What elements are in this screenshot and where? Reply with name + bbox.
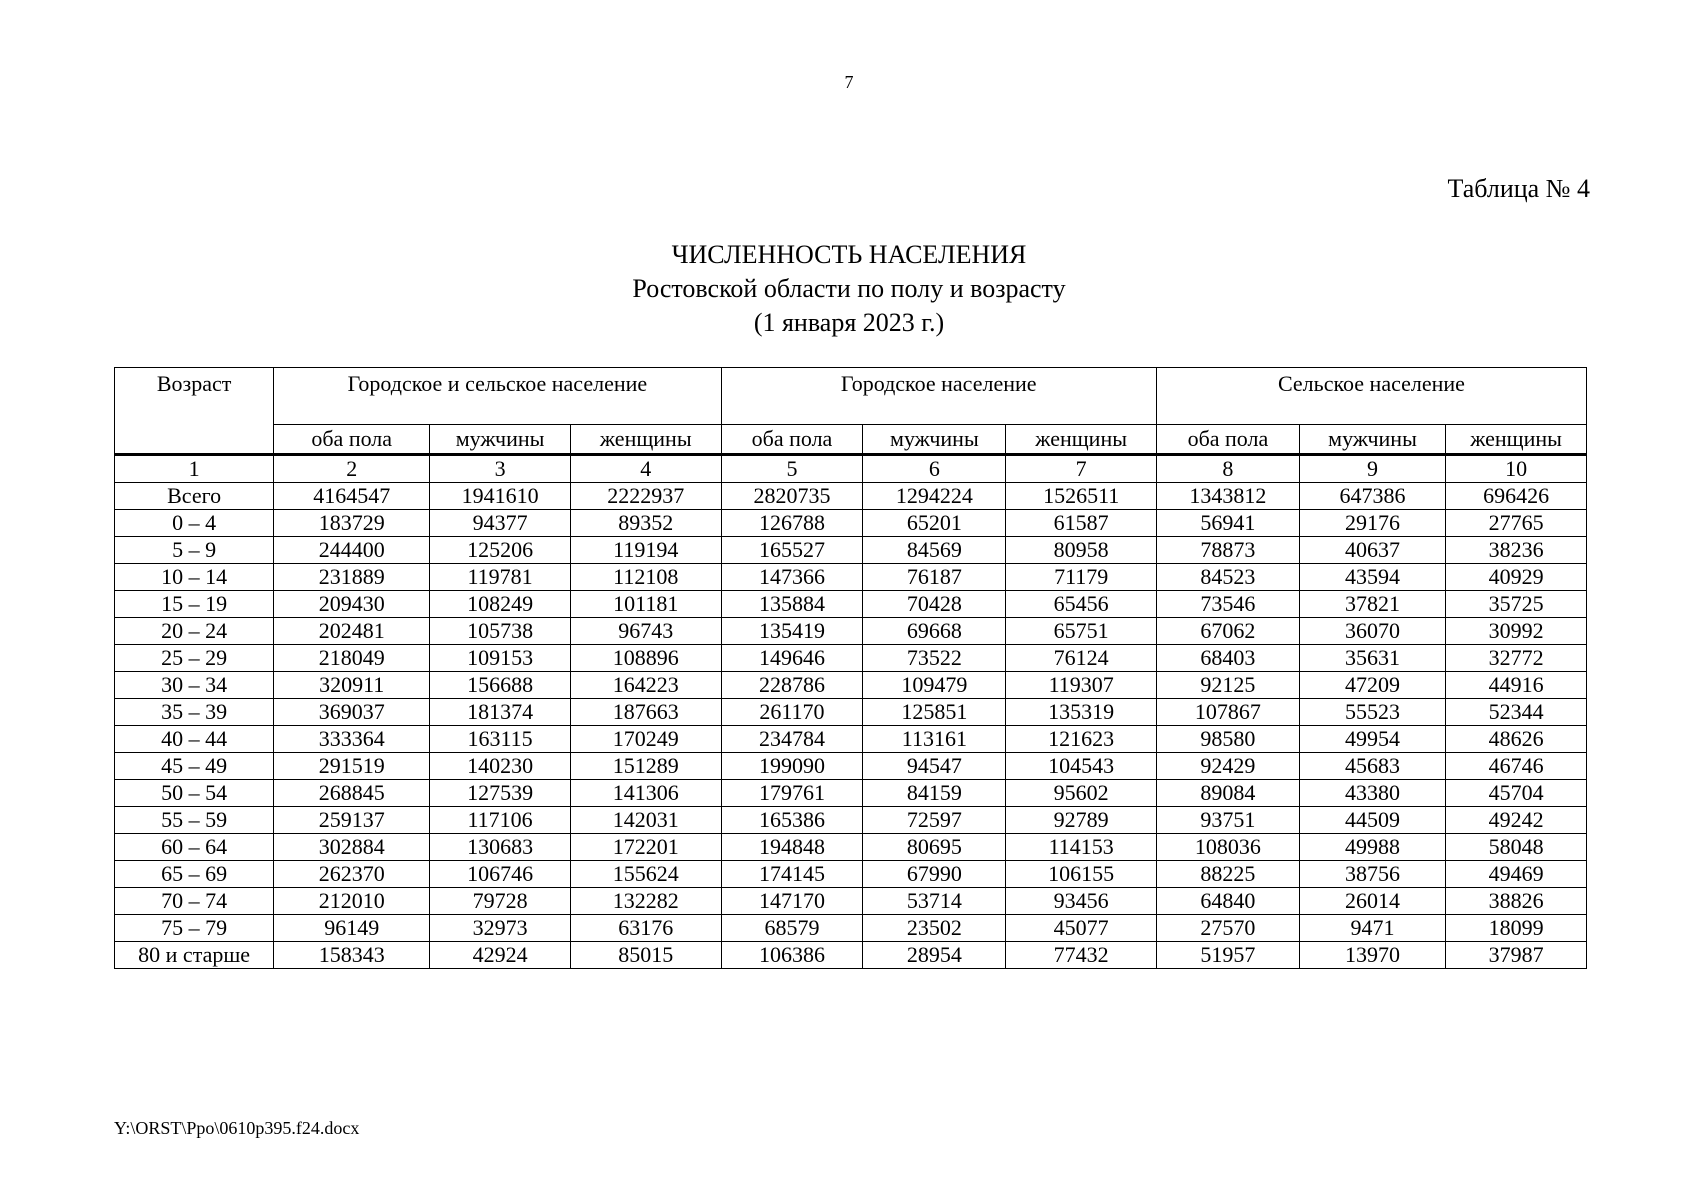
age-group-cell: 40 – 44 — [115, 726, 274, 753]
age-group-cell: 0 – 4 — [115, 510, 274, 537]
value-cell: 51957 — [1156, 942, 1299, 969]
value-cell: 117106 — [430, 807, 571, 834]
value-cell: 48626 — [1446, 726, 1587, 753]
subheader: мужчины — [430, 425, 571, 455]
value-cell: 52344 — [1446, 699, 1587, 726]
table-row — [115, 834, 1587, 861]
value-cell: 27765 — [1446, 510, 1587, 537]
footer-file-path: Y:\ORST\Ppo\0610p395.f24.docx — [114, 1118, 360, 1138]
table-row — [115, 888, 1587, 915]
value-cell: 1343812 — [1156, 483, 1299, 510]
table-row — [115, 699, 1587, 726]
value-cell: 125206 — [430, 537, 571, 564]
value-cell: 43380 — [1299, 780, 1445, 807]
value-cell: 155624 — [570, 861, 721, 888]
value-cell: 2222937 — [570, 483, 721, 510]
value-cell: 45077 — [1006, 915, 1157, 942]
value-cell: 164223 — [570, 672, 721, 699]
column-number-row — [115, 455, 1587, 483]
value-cell: 130683 — [430, 834, 571, 861]
table-row — [115, 537, 1587, 564]
value-cell: 141306 — [570, 780, 721, 807]
value-cell: 228786 — [721, 672, 863, 699]
value-cell: 89352 — [570, 510, 721, 537]
group-header-urban: Городское население — [721, 368, 1156, 425]
age-group-cell: 25 – 29 — [115, 645, 274, 672]
value-cell: 165386 — [721, 807, 863, 834]
value-cell: 64840 — [1156, 888, 1299, 915]
value-cell: 333364 — [274, 726, 430, 753]
value-cell: 181374 — [430, 699, 571, 726]
value-cell: 696426 — [1446, 483, 1587, 510]
title-line-3: (1 января 2023 г.) — [753, 308, 945, 337]
age-group-cell: 55 – 59 — [115, 807, 274, 834]
document-title — [0, 238, 1698, 340]
value-cell: 95602 — [1006, 780, 1157, 807]
value-cell: 58048 — [1446, 834, 1587, 861]
value-cell: 94377 — [430, 510, 571, 537]
value-cell: 1294224 — [863, 483, 1006, 510]
value-cell: 107867 — [1156, 699, 1299, 726]
value-cell: 32973 — [430, 915, 571, 942]
value-cell: 65456 — [1006, 591, 1157, 618]
table-row — [115, 780, 1587, 807]
value-cell: 76124 — [1006, 645, 1157, 672]
value-cell: 71179 — [1006, 564, 1157, 591]
value-cell: 96743 — [570, 618, 721, 645]
age-group-cell: 70 – 74 — [115, 888, 274, 915]
value-cell: 61587 — [1006, 510, 1157, 537]
value-cell: 179761 — [721, 780, 863, 807]
value-cell: 108896 — [570, 645, 721, 672]
value-cell: 35631 — [1299, 645, 1445, 672]
value-cell: 234784 — [721, 726, 863, 753]
value-cell: 77432 — [1006, 942, 1157, 969]
column-number: 6 — [863, 455, 1006, 483]
value-cell: 49469 — [1446, 861, 1587, 888]
age-group-cell: 45 – 49 — [115, 753, 274, 780]
value-cell: 49954 — [1299, 726, 1445, 753]
group-header-rural: Сельское население — [1156, 368, 1586, 425]
value-cell: 109479 — [863, 672, 1006, 699]
subheader: женщины — [1446, 425, 1587, 455]
value-cell: 119194 — [570, 537, 721, 564]
value-cell: 199090 — [721, 753, 863, 780]
subheader: оба пола — [721, 425, 863, 455]
value-cell: 127539 — [430, 780, 571, 807]
value-cell: 38756 — [1299, 861, 1445, 888]
value-cell: 44509 — [1299, 807, 1445, 834]
value-cell: 135884 — [721, 591, 863, 618]
value-cell: 163115 — [430, 726, 571, 753]
value-cell: 112108 — [570, 564, 721, 591]
value-cell: 93456 — [1006, 888, 1157, 915]
age-group-cell: 60 – 64 — [115, 834, 274, 861]
value-cell: 92429 — [1156, 753, 1299, 780]
value-cell: 23502 — [863, 915, 1006, 942]
value-cell: 140230 — [430, 753, 571, 780]
value-cell: 55523 — [1299, 699, 1445, 726]
age-column-header: Возраст — [115, 368, 274, 455]
age-group-cell: 5 – 9 — [115, 537, 274, 564]
value-cell: 244400 — [274, 537, 430, 564]
value-cell: 4164547 — [274, 483, 430, 510]
header-row-subheaders — [115, 425, 1587, 455]
value-cell: 26014 — [1299, 888, 1445, 915]
value-cell: 147366 — [721, 564, 863, 591]
value-cell: 158343 — [274, 942, 430, 969]
age-group-cell: Всего — [115, 483, 274, 510]
age-group-cell: 30 – 34 — [115, 672, 274, 699]
value-cell: 149646 — [721, 645, 863, 672]
age-group-cell: 75 – 79 — [115, 915, 274, 942]
value-cell: 126788 — [721, 510, 863, 537]
value-cell: 92789 — [1006, 807, 1157, 834]
value-cell: 135419 — [721, 618, 863, 645]
table-body — [115, 455, 1587, 969]
value-cell: 56941 — [1156, 510, 1299, 537]
value-cell: 647386 — [1299, 483, 1445, 510]
table-row — [115, 564, 1587, 591]
value-cell: 42924 — [430, 942, 571, 969]
value-cell: 109153 — [430, 645, 571, 672]
table-row — [115, 861, 1587, 888]
subheader: оба пола — [274, 425, 430, 455]
column-number: 1 — [115, 455, 274, 483]
age-group-cell: 65 – 69 — [115, 861, 274, 888]
value-cell: 68579 — [721, 915, 863, 942]
value-cell: 40929 — [1446, 564, 1587, 591]
value-cell: 43594 — [1299, 564, 1445, 591]
column-number: 8 — [1156, 455, 1299, 483]
subheader: оба пола — [1156, 425, 1299, 455]
value-cell: 320911 — [274, 672, 430, 699]
column-number: 7 — [1006, 455, 1157, 483]
value-cell: 261170 — [721, 699, 863, 726]
table-row — [115, 510, 1587, 537]
value-cell: 63176 — [570, 915, 721, 942]
value-cell: 96149 — [274, 915, 430, 942]
value-cell: 36070 — [1299, 618, 1445, 645]
value-cell: 38826 — [1446, 888, 1587, 915]
value-cell: 84569 — [863, 537, 1006, 564]
value-cell: 40637 — [1299, 537, 1445, 564]
value-cell: 9471 — [1299, 915, 1445, 942]
column-number: 10 — [1446, 455, 1587, 483]
value-cell: 1941610 — [430, 483, 571, 510]
value-cell: 84523 — [1156, 564, 1299, 591]
value-cell: 45704 — [1446, 780, 1587, 807]
value-cell: 183729 — [274, 510, 430, 537]
table-row — [115, 915, 1587, 942]
value-cell: 106155 — [1006, 861, 1157, 888]
value-cell: 49242 — [1446, 807, 1587, 834]
column-number: 5 — [721, 455, 863, 483]
page-number: 7 — [844, 72, 854, 92]
value-cell: 44916 — [1446, 672, 1587, 699]
age-group-cell: 15 – 19 — [115, 591, 274, 618]
value-cell: 119307 — [1006, 672, 1157, 699]
value-cell: 18099 — [1446, 915, 1587, 942]
table-row — [115, 753, 1587, 780]
value-cell: 209430 — [274, 591, 430, 618]
value-cell: 30992 — [1446, 618, 1587, 645]
value-cell: 268845 — [274, 780, 430, 807]
age-group-cell: 35 – 39 — [115, 699, 274, 726]
value-cell: 194848 — [721, 834, 863, 861]
value-cell: 121623 — [1006, 726, 1157, 753]
table-row — [115, 618, 1587, 645]
value-cell: 172201 — [570, 834, 721, 861]
value-cell: 135319 — [1006, 699, 1157, 726]
value-cell: 68403 — [1156, 645, 1299, 672]
value-cell: 73546 — [1156, 591, 1299, 618]
table-row — [115, 672, 1587, 699]
value-cell: 93751 — [1156, 807, 1299, 834]
value-cell: 76187 — [863, 564, 1006, 591]
population-table — [114, 367, 1587, 969]
value-cell: 13970 — [1299, 942, 1445, 969]
value-cell: 84159 — [863, 780, 1006, 807]
value-cell: 67062 — [1156, 618, 1299, 645]
value-cell: 101181 — [570, 591, 721, 618]
value-cell: 85015 — [570, 942, 721, 969]
value-cell: 202481 — [274, 618, 430, 645]
subheader: женщины — [570, 425, 721, 455]
subheader: мужчины — [1299, 425, 1445, 455]
value-cell: 27570 — [1156, 915, 1299, 942]
value-cell: 106746 — [430, 861, 571, 888]
value-cell: 2820735 — [721, 483, 863, 510]
value-cell: 113161 — [863, 726, 1006, 753]
value-cell: 38236 — [1446, 537, 1587, 564]
subheader: женщины — [1006, 425, 1157, 455]
value-cell: 125851 — [863, 699, 1006, 726]
value-cell: 45683 — [1299, 753, 1445, 780]
value-cell: 369037 — [274, 699, 430, 726]
value-cell: 147170 — [721, 888, 863, 915]
value-cell: 47209 — [1299, 672, 1445, 699]
subheader: мужчины — [863, 425, 1006, 455]
column-number: 9 — [1299, 455, 1445, 483]
table-row — [115, 807, 1587, 834]
table-row — [115, 483, 1587, 510]
value-cell: 35725 — [1446, 591, 1587, 618]
age-group-cell: 20 – 24 — [115, 618, 274, 645]
value-cell: 98580 — [1156, 726, 1299, 753]
value-cell: 142031 — [570, 807, 721, 834]
value-cell: 174145 — [721, 861, 863, 888]
value-cell: 132282 — [570, 888, 721, 915]
value-cell: 73522 — [863, 645, 1006, 672]
value-cell: 259137 — [274, 807, 430, 834]
value-cell: 46746 — [1446, 753, 1587, 780]
value-cell: 37821 — [1299, 591, 1445, 618]
value-cell: 218049 — [274, 645, 430, 672]
value-cell: 79728 — [430, 888, 571, 915]
value-cell: 37987 — [1446, 942, 1587, 969]
value-cell: 291519 — [274, 753, 430, 780]
value-cell: 262370 — [274, 861, 430, 888]
age-group-cell: 80 и старше — [115, 942, 274, 969]
table-label: Таблица № 4 — [1447, 174, 1590, 203]
value-cell: 105738 — [430, 618, 571, 645]
value-cell: 53714 — [863, 888, 1006, 915]
title-line-1: ЧИСЛЕННОСТЬ НАСЕЛЕНИЯ — [671, 240, 1027, 269]
title-line-2: Ростовской области по полу и возрасту — [632, 274, 1066, 303]
header-row-groups — [115, 368, 1587, 425]
value-cell: 106386 — [721, 942, 863, 969]
column-number: 2 — [274, 455, 430, 483]
table-row — [115, 942, 1587, 969]
value-cell: 231889 — [274, 564, 430, 591]
value-cell: 78873 — [1156, 537, 1299, 564]
value-cell: 49988 — [1299, 834, 1445, 861]
value-cell: 187663 — [570, 699, 721, 726]
age-group-cell: 50 – 54 — [115, 780, 274, 807]
table-row — [115, 726, 1587, 753]
value-cell: 92125 — [1156, 672, 1299, 699]
value-cell: 32772 — [1446, 645, 1587, 672]
value-cell: 89084 — [1156, 780, 1299, 807]
value-cell: 1526511 — [1006, 483, 1157, 510]
value-cell: 165527 — [721, 537, 863, 564]
value-cell: 70428 — [863, 591, 1006, 618]
column-number: 3 — [430, 455, 571, 483]
group-header-total: Городское и сельское население — [274, 368, 721, 425]
value-cell: 67990 — [863, 861, 1006, 888]
value-cell: 212010 — [274, 888, 430, 915]
table-row — [115, 645, 1587, 672]
value-cell: 104543 — [1006, 753, 1157, 780]
value-cell: 114153 — [1006, 834, 1157, 861]
value-cell: 80695 — [863, 834, 1006, 861]
value-cell: 69668 — [863, 618, 1006, 645]
value-cell: 302884 — [274, 834, 430, 861]
value-cell: 108036 — [1156, 834, 1299, 861]
value-cell: 119781 — [430, 564, 571, 591]
value-cell: 80958 — [1006, 537, 1157, 564]
value-cell: 28954 — [863, 942, 1006, 969]
value-cell: 170249 — [570, 726, 721, 753]
value-cell: 65201 — [863, 510, 1006, 537]
value-cell: 156688 — [430, 672, 571, 699]
value-cell: 65751 — [1006, 618, 1157, 645]
value-cell: 151289 — [570, 753, 721, 780]
value-cell: 29176 — [1299, 510, 1445, 537]
value-cell: 108249 — [430, 591, 571, 618]
value-cell: 72597 — [863, 807, 1006, 834]
value-cell: 94547 — [863, 753, 1006, 780]
value-cell: 88225 — [1156, 861, 1299, 888]
age-group-cell: 10 – 14 — [115, 564, 274, 591]
column-number: 4 — [570, 455, 721, 483]
table-row — [115, 591, 1587, 618]
